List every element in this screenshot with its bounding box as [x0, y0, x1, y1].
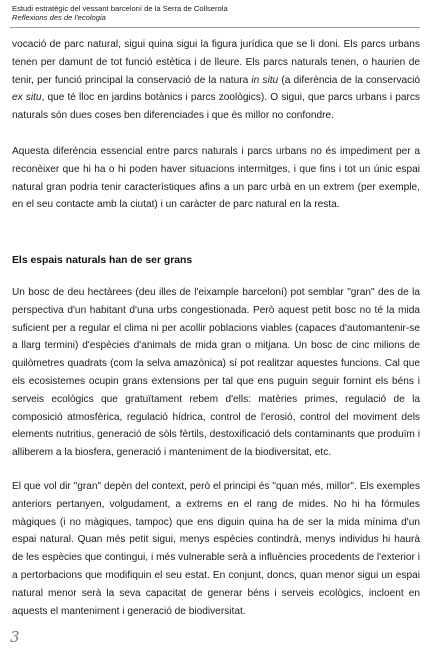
header-divider — [10, 27, 420, 28]
text-run: (a diferència de la conservació — [278, 74, 421, 86]
paragraph-3: Un bosc de deu hectàrees (deu illes de l'eixample barceloní) pot semblar "gran" des de la perspectiva d'un habitant d'una urbs congestionada. Però aquest petit bosc no té la mida suficient per a regular el clima ni per acollir poblacions viables (capaces d'automantenir-se a llarg termini) d'espècies d'animals de mida gran o mitjana. Un bosc de cinc milions de quilòmetres quadrats (com la selva amazònica) sí pot realitzar aquestes funcions. Cal que els ecosistemes ocupin grans extensions per tal que ens puguin seguir fornint els béns i serveis ecològics que gratuïtament rebem d'ells: matèries primes, regulació de la composició atmosfèrica, regulació hídrica, control de l'erosió, control del moviment dels elements nutritius, generació de sòls fèrtils, destoxificació dels contaminants que produïm i alliberem a la biosfera, generació i manteniment de la biodiversitat, etc. — [12, 286, 420, 459]
header-subtitle: Reflexions des de l'ecologia — [12, 13, 106, 22]
text-run: , que té lloc en jardins botànics i parcs zoològics). O sigui, que parcs urbans i parcs naturals són dues coses ben diferenciades i que és millor no confondre. — [12, 92, 420, 122]
italic-term: ex situ — [12, 92, 42, 104]
italic-term: in situ — [251, 74, 279, 86]
paragraph-2: Aquesta diferència essencial entre parcs naturals i parcs urbans no és impediment per a reconèixer que hi ha o hi poden haver situacions intermitges, i que fins i tot un únic espai natural gran podria tenir característiques afins a un parc urbà en un extrem (per exemple, en el seu contacte amb la ciutat) i un caràcter de parc natural en la resta. — [12, 145, 420, 211]
text-run: vocació de parc natural, sigui quina sigui la figura jurídica que se li doni. Els parcs urbans tenen per damunt de tot funció estètica i de lleure. Els parcs naturals tenen, o haurien de tenir, per funció principal la conservació de la natura — [12, 39, 420, 86]
running-header — [12, 4, 412, 22]
body-text — [12, 36, 420, 620]
paragraph-1 — [12, 36, 420, 125]
paragraph-4: El que vol dir "gran" depèn del context, però el principi és "quan més, millor". Els exemples anteriors pertanyen, volgudament, a extrems en el rang de mides. No hi ha fórmules màgiques (i no màgiques, tampoc) que ens diguin quina ha de ser la mida mínima d'un espai natural. Quan més petit sigui, menys espècies contindrà, menys individus hi haurà de les espècies que contingui, i més vulnerable serà a influències procedents de l'exterior i a pertorbacions que modifiquin el seu estat. En conjunt, doncs, quan menor sigui un espai natural menor serà la seva capacitat de generar béns i serveis ecològics, incloent en aquests el manteniment i generació de biodiversitat. — [12, 480, 420, 617]
page-number: 3 — [10, 628, 20, 646]
header-title: Estudi estratègic del vessant barceloní de la Serra de Collserola — [12, 4, 228, 13]
section-heading: Els espais naturals han de ser grans — [12, 255, 193, 267]
